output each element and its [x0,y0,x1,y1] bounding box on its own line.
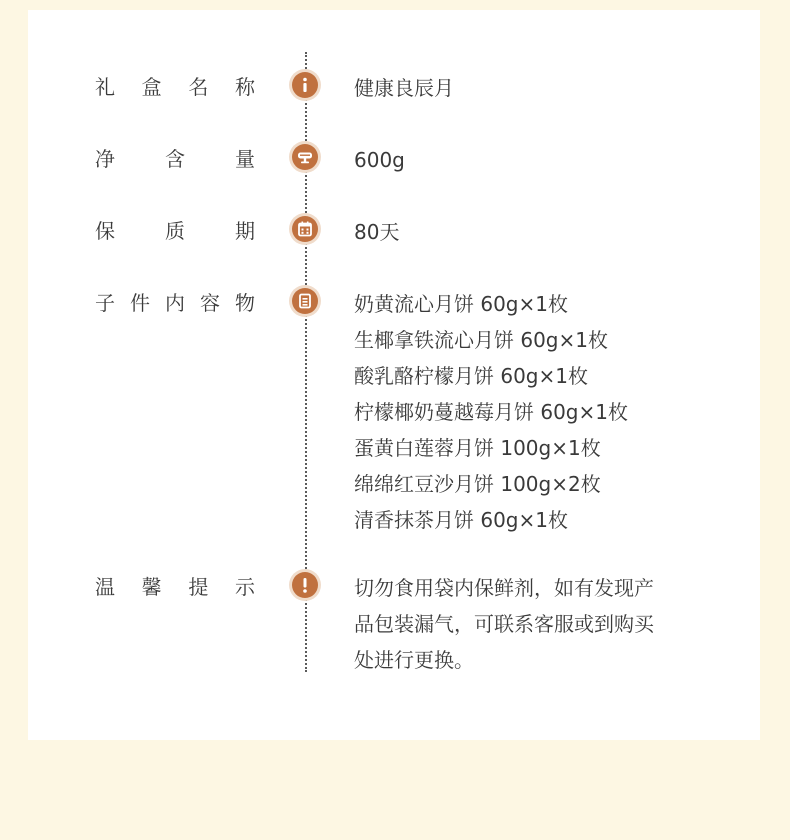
list-item: 酸乳酪柠檬月饼 60g×1枚 [354,364,588,388]
product-info-card [28,10,760,740]
info-icon [292,72,318,98]
value-contents-list [354,286,714,538]
label-warm-tips: 温 馨 提 示 [95,575,255,599]
value-giftbox-name: 健康良辰月 [354,76,454,100]
label-net-weight: 净 含 量 [95,147,255,171]
label-giftbox-name: 礼 盒 名 称 [95,75,255,99]
list-item: 柠檬椰奶蔓越莓月饼 60g×1枚 [354,400,628,424]
exclamation-icon [292,572,318,598]
document-icon [292,288,318,314]
calendar-icon [292,216,318,242]
list-item: 清香抹茶月饼 60g×1枚 [354,508,568,532]
list-item: 奶黄流心月饼 60g×1枚 [354,292,568,316]
list-item: 生椰拿铁流心月饼 60g×1枚 [354,328,608,352]
list-item: 绵绵红豆沙月饼 100g×2枚 [354,472,601,496]
value-shelf-life: 80天 [354,220,400,244]
value-warm-tips: 切勿食用袋内保鲜剂，如有发现产 品包装漏气，可联系客服或到购买 处进行更换。 [354,576,654,672]
scale-icon [292,144,318,170]
list-item: 蛋黄白莲蓉月饼 100g×1枚 [354,436,601,460]
value-net-weight: 600g [354,148,405,172]
label-contents: 子 件 内 容 物 [95,291,255,315]
label-shelf-life: 保 质 期 [95,219,255,243]
